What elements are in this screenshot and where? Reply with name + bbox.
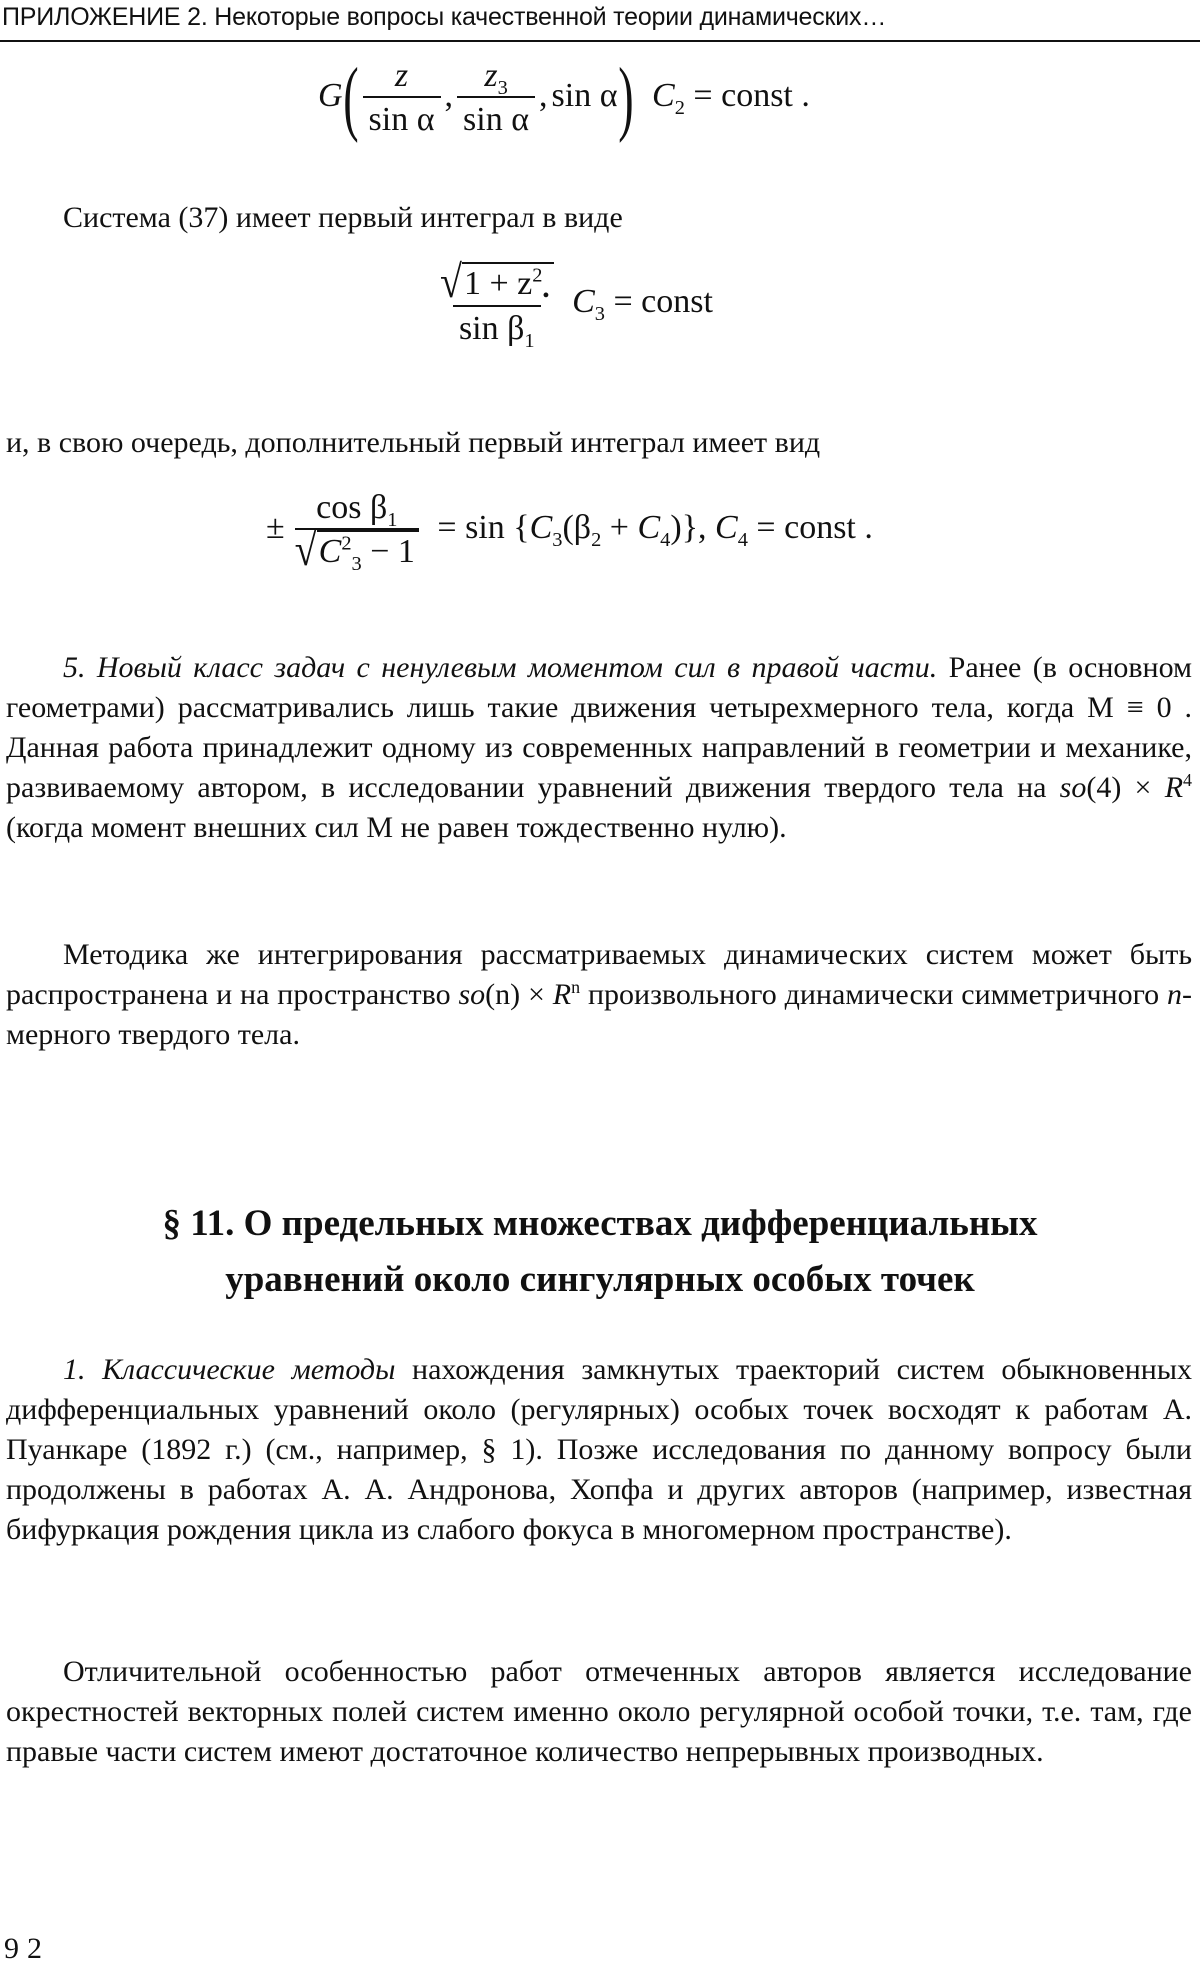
second-line: и, в свою очередь, дополнительный первый интеграл имеет вид (6, 426, 821, 459)
eq3-den-sup: 2 (341, 532, 352, 555)
eq2-const-sub: 3 (594, 302, 605, 325)
header-rule (0, 40, 1200, 42)
eq3-frac (289, 489, 425, 575)
intro-line: Система (37) имеет первый интеграл в виде (63, 201, 623, 234)
eq1-sep2: , (539, 76, 548, 114)
para1-italic-lead: 5. Новый класс задач с ненулевым моментом сил в правой части. (63, 651, 938, 684)
equation-g-const (318, 51, 810, 144)
equation-additional-integral (266, 489, 873, 575)
eq1-frac2-num: z (484, 57, 498, 95)
eq1-sep1: , (444, 76, 454, 114)
equation-first-integral (430, 255, 713, 352)
section-title-line1: § 11. О предельных множествах дифференциальных (162, 1203, 1038, 1244)
eq3-den-tail: − 1 (370, 532, 415, 570)
para2-n: n (1167, 978, 1183, 1011)
eq2-den-sub: 1 (524, 329, 535, 352)
eq3-sign: ± (266, 508, 285, 546)
eq3-sqrt: √ $C^2_3 - 1$ (295, 528, 419, 570)
para2-text-c: -мерного твердого тела. (6, 978, 1193, 1051)
eq1-frac1-num: z (394, 57, 409, 95)
para3-italic-lead: 1. Классические методы (63, 1353, 396, 1386)
paragraph-method (6, 935, 1192, 1055)
eq1-frac1-den: sin α (363, 96, 441, 138)
eq1-const-tail: = const . (693, 76, 810, 114)
eq1-close-paren: ) (617, 51, 634, 144)
para2-R: R (552, 978, 572, 1011)
eq3-close: )}, (670, 508, 707, 546)
eq3-c3-sub: 3 (552, 528, 563, 551)
eq1-frac-1 (363, 58, 441, 137)
eq3-c4b: C (715, 508, 738, 546)
para2-text-a: Методика же интегрирования рассматриваемых динамических систем может быть распространена и на пространство (6, 938, 1192, 1011)
para1-text-a: Ранее (в основном геометрами) рассматривались лишь такие движения четырехмерного тела, когда M ≡ 0 . Данная работа принадлежит одному из современных направлений в геометрии и механике, развиваемому автором, в исследовании уравнений движения твердого тела на (6, 651, 1193, 804)
eq2-den: sin β (458, 309, 525, 347)
eq2-const-tail: = const (613, 282, 713, 320)
eq2-const-c: C (572, 282, 595, 320)
running-head: ПРИЛОЖЕНИЕ 2. Некоторые вопросы качественной теории динамических… (2, 3, 887, 31)
eq1-const-c: C (652, 76, 675, 114)
paragraph-distinctive-feature: Отличительной особенностью работ отмеченных авторов является исследование окрестностей векторных полей систем именно около регулярной особой точки, т.е. там, где правые части систем имеют достаточное количество непрерывных производных. (6, 1655, 1192, 1768)
para2-R-sup: n (571, 977, 581, 997)
eq2-sqrt: √ $1 + z^2_•$ (440, 262, 554, 302)
eq1-frac-2 (457, 58, 535, 137)
eq1-open-paren: ( (342, 51, 359, 144)
page-number: 92 (4, 1932, 50, 1965)
eq3-beta2: (β (562, 508, 592, 546)
eq3-c3: C (529, 508, 553, 546)
eq3-plus: + (601, 508, 638, 546)
para1-R-sup: 4 (1183, 770, 1193, 790)
para1-so4-arg: (4) × (1086, 771, 1165, 804)
eq3-tail: = const . (756, 508, 873, 546)
eq2-num-sup: 2 (532, 264, 543, 287)
eq2-num-sub: • (542, 284, 550, 307)
para1-text-b: (когда момент внешних сил M не равен тождественно нулю). (6, 811, 787, 844)
paragraph-classical-methods (6, 1350, 1192, 1550)
eq2-frac (434, 255, 560, 352)
eq3-c4: C (637, 508, 661, 546)
eq2-num-inside: 1 + z (463, 265, 533, 302)
section-title-line2: уравнений около сингулярных особых точек (225, 1259, 975, 1300)
eq3-c4-sub: 4 (660, 528, 671, 551)
eq3-c4b-sub: 4 (737, 528, 748, 551)
eq1-frac2-den: sin α (457, 96, 535, 138)
eq3-beta2-sub: 2 (591, 528, 602, 551)
eq1-const-sub: 2 (674, 96, 685, 119)
para2-text-b: произвольного динамически симметричного (587, 978, 1160, 1011)
eq3-num: cos β (316, 489, 388, 526)
para3-text: нахождения замкнутых траекторий систем обыкновенных дифференциальных уравнений около (регулярных) особых точек восходят к работам А. Пуанкаре (1892 г.) (см., например, § 1). Позже исследования по данному вопросу были продолжены в работах А. А. Андронова, Хопфа и других авторов (например, известная бифуркация рождения цикла из слабого фокуса в многомерном пространстве). (6, 1353, 1192, 1546)
eq1-arg3: sin α (551, 76, 618, 114)
para2-so: so (458, 978, 486, 1011)
para2-so-arg: (n) × (485, 978, 553, 1011)
eq3-den-c: C (318, 532, 342, 570)
eq3-rhs-a: = sin { (437, 508, 530, 546)
para1-so4: so (1059, 771, 1087, 804)
eq3-num-sub: 1 (387, 508, 398, 531)
eq3-den-sub: 3 (351, 552, 362, 575)
section-title (0, 1196, 1200, 1308)
eq1-frac2-sub: 3 (497, 77, 508, 100)
paragraph-new-class (6, 648, 1192, 848)
eq1-func: G (318, 76, 343, 114)
para1-R: R (1164, 771, 1184, 804)
